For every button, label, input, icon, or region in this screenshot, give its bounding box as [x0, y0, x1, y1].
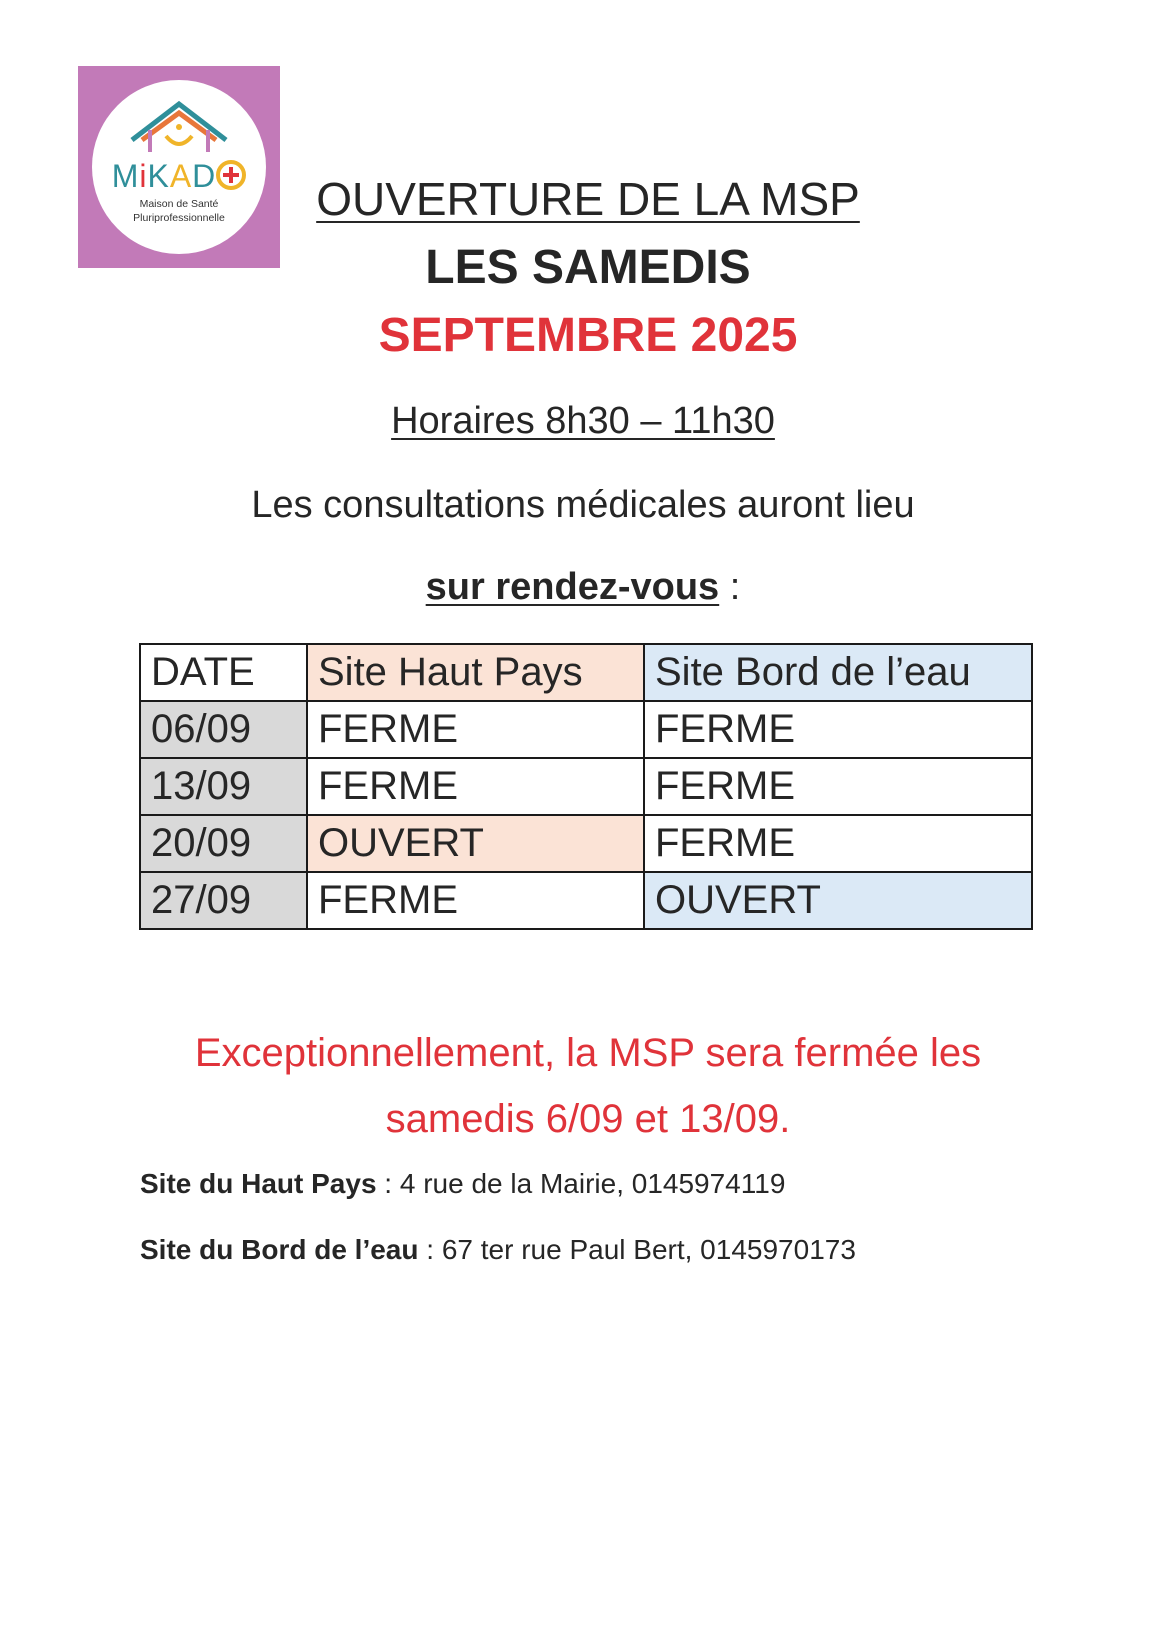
header-date: DATE	[140, 644, 307, 701]
page-subtitle: LES SAMEDIS	[425, 241, 751, 294]
address-sep: :	[418, 1234, 442, 1265]
cell-haut-pays: FERME	[307, 701, 644, 758]
address-label: Site du Bord de l’eau	[140, 1234, 419, 1265]
logo-subtitle-2: Pluriprofessionnelle	[133, 212, 225, 224]
cell-bord-eau: OUVERT	[644, 872, 1032, 929]
exception-line-1: Exceptionnellement, la MSP sera fermée les	[194, 1031, 982, 1075]
cell-date: 06/09	[140, 701, 307, 758]
header-haut-pays: Site Haut Pays	[307, 644, 644, 701]
header-bord-eau: Site Bord de l’eau	[644, 644, 1032, 701]
cell-bord-eau: FERME	[644, 758, 1032, 815]
cell-date: 20/09	[140, 815, 307, 872]
address-haut-pays	[140, 1168, 785, 1200]
cell-haut-pays: FERME	[307, 872, 644, 929]
logo	[78, 66, 280, 268]
appointment-suffix: :	[719, 566, 741, 608]
exception-line-2: samedis 6/09 et 13/09.	[385, 1097, 791, 1141]
consultations-text: Les consultations médicales auront lieu	[251, 484, 915, 526]
page-title: OUVERTURE DE LA MSP	[316, 173, 860, 225]
cell-haut-pays: FERME	[307, 758, 644, 815]
address-label: Site du Haut Pays	[140, 1168, 377, 1199]
appointment-bold: sur rendez-vous	[425, 566, 720, 608]
address-value: 4 rue de la Mairie, 0145974119	[399, 1168, 786, 1199]
cell-date: 27/09	[140, 872, 307, 929]
table-row	[140, 701, 1032, 758]
table-header-row	[140, 644, 1032, 701]
table-row	[140, 815, 1032, 872]
exception-notice	[130, 1020, 1046, 1152]
hours-text: Horaires 8h30 – 11h30	[391, 400, 775, 442]
logo-circle	[92, 80, 266, 254]
logo-subtitle-1: Maison de Santé	[139, 198, 219, 210]
table-row	[140, 758, 1032, 815]
address-sep: :	[376, 1168, 400, 1199]
address-value: 67 ter rue Paul Bert, 0145970173	[441, 1234, 856, 1265]
schedule-table	[139, 643, 1033, 930]
appointment-text	[0, 566, 1166, 609]
table-row	[140, 872, 1032, 929]
cell-date: 13/09	[140, 758, 307, 815]
cell-haut-pays: OUVERT	[307, 815, 644, 872]
cell-bord-eau: FERME	[644, 701, 1032, 758]
month-title: SEPTEMBRE 2025	[378, 309, 798, 362]
address-bord-eau	[140, 1234, 856, 1266]
logo-name: MiKAD	[100, 160, 258, 192]
cross-icon	[216, 160, 246, 190]
cell-bord-eau: FERME	[644, 815, 1032, 872]
